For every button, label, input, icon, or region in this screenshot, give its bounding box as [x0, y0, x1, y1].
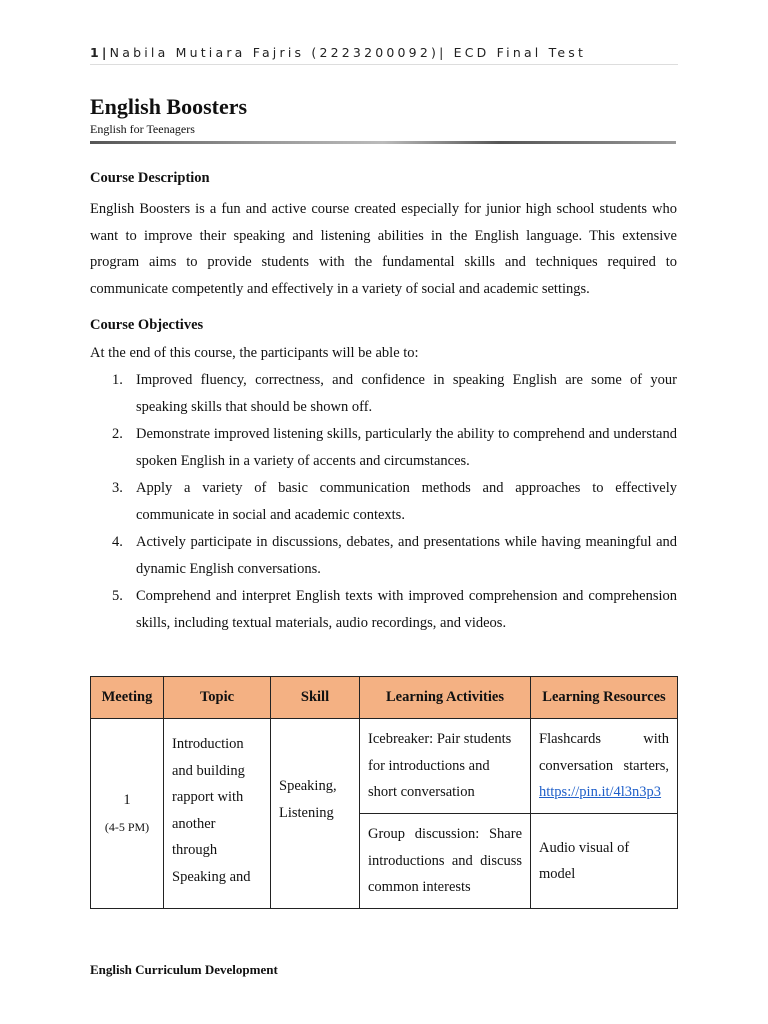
page-footer: English Curriculum Development [90, 962, 278, 977]
page-number: 1 [90, 45, 102, 60]
meeting-number: 1 [123, 792, 131, 808]
objective-item: 5. Comprehend and interpret English texts with improved comprehension and comprehension skills, including textual materials, audio recordings, and videos. [112, 588, 677, 631]
header-activities: Learning Activities [360, 677, 531, 719]
header-resources: Learning Resources [531, 677, 678, 719]
course-description-text: English Boosters is a fun and active course created especially for junior high school students who want to improve their speaking and listening abilities in the English language. This extensive program aims to provide students with the fundamental skills and techniques required to communicate competently and effectively in a variety of social and academic settings. [90, 201, 677, 297]
header-text: Nabila Mutiara Fajris (2223200092)| ECD Final Test [109, 45, 587, 60]
header-divider [90, 64, 678, 65]
resource-link[interactable]: https://pin.it/4l3n3p3 [539, 784, 662, 801]
skill-cell: Speaking, Listening [271, 719, 360, 909]
objective-item: 3. Apply a variety of basic communication methods and approaches to effectively communicate in social and academic contexts. [112, 480, 677, 523]
topic-cell: Introduction and building rapport with another through Speaking and [164, 719, 271, 909]
meeting-time: (4-5 PM) [104, 819, 150, 834]
resource-cell: Audio visual of model [531, 814, 678, 909]
course-objectives-heading: Course Objectives [90, 317, 204, 333]
objectives-intro: At the end of this course, the participants will be able to: [90, 345, 419, 361]
table-row [91, 719, 678, 814]
activity-cell: Icebreaker: Pair students for introductions and short conversation [360, 719, 531, 814]
header-meeting: Meeting [91, 677, 164, 719]
objective-item: 1. Improved fluency, correctness, and confidence in speaking English are some of your speaking skills that should be shown off. [112, 372, 677, 415]
objectives-list [90, 367, 677, 637]
objective-item: 2. Demonstrate improved listening skills, particularly the ability to comprehend and understand spoken English in a variety of accents and circumstances. [112, 426, 677, 469]
header-topic: Topic [164, 677, 271, 719]
meeting-cell [91, 719, 164, 909]
page-header: 1|Nabila Mutiara Fajris (2223200092)| ECD Final Test [90, 45, 587, 60]
curriculum-table [90, 676, 678, 909]
table-header-row [91, 677, 678, 719]
objective-item: 4. Actively participate in discussions, debates, and presentations while having meaningful and dynamic English conversations. [112, 534, 677, 577]
title-divider [90, 141, 676, 144]
course-description-heading: Course Description [90, 170, 210, 186]
activity-cell: Group discussion: Share introductions and discuss common interests [360, 814, 531, 909]
header-skill: Skill [271, 677, 360, 719]
resource-cell: Flashcards with conversation starters, https://pin.it/4l3n3p3 [531, 719, 678, 814]
document-subtitle: English for Teenagers [90, 122, 195, 136]
document-title: English Boosters [90, 94, 248, 119]
